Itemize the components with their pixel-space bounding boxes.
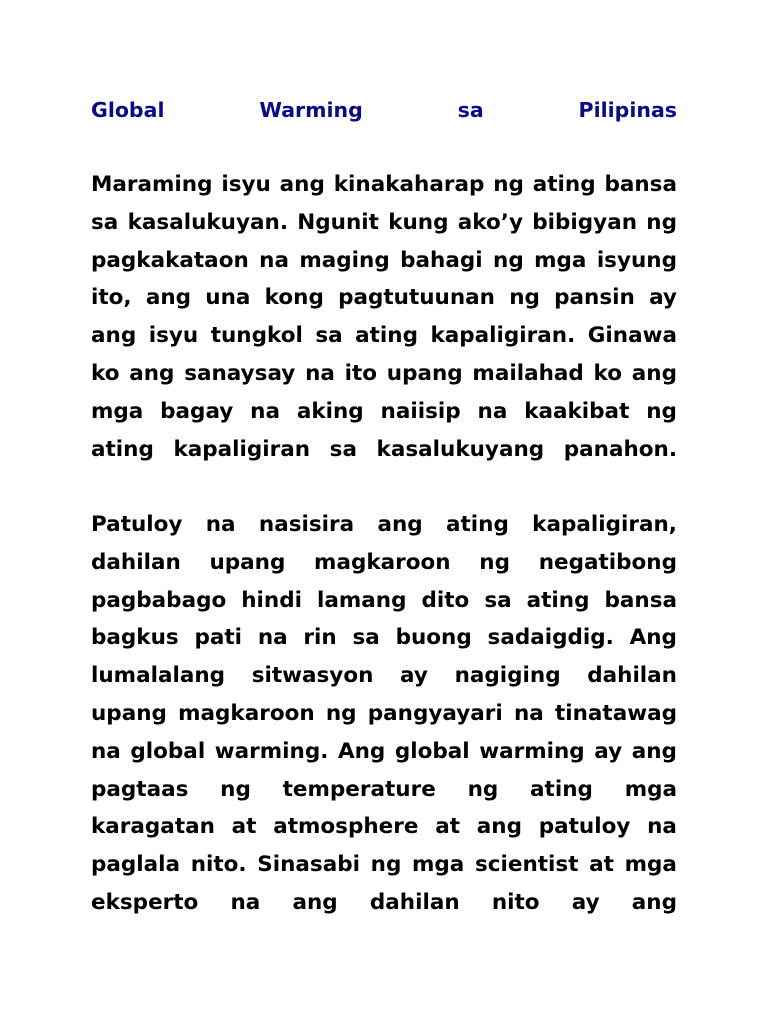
- title-word: Warming: [259, 98, 363, 122]
- text-line: na global warming. Ang global warming ay ang: [91, 738, 677, 764]
- text-line: ating kapaligiran sa kasalukuyang panahon.: [91, 436, 677, 462]
- text-line: ang isyu tungkol sa ating kapaligiran. Ginawa: [91, 323, 677, 349]
- text-line: karagatan at atmosphere at ang patuloy na: [91, 814, 677, 840]
- text-line: Maraming isyu ang kinakaharap ng ating bansa: [91, 172, 677, 197]
- text-line: dahilan upang magkaroon ng negatibong: [91, 549, 677, 575]
- text-line: bagkus pati na rin sa buong sadaigdig. Ang: [91, 625, 677, 651]
- text-line: pagbabago hindi lamang dito sa ating bansa: [91, 587, 677, 613]
- text-line: pagtaas ng temperature ng ating mga: [91, 776, 677, 802]
- text-line: pagkakataon na maging bahagi ng mga isyung: [91, 247, 677, 273]
- text-line: lumalalang sitwasyon ay nagiging dahilan: [91, 663, 677, 689]
- text-line: Patuloy na nasisira ang ating kapaligiran,: [91, 512, 677, 537]
- text-line: upang magkaroon ng pangyayari na tinatawag: [91, 701, 677, 726]
- text-line: paglala nito. Sinasabi ng mga scientist at mga: [91, 852, 677, 878]
- text-line: sa kasalukuyan. Ngunit kung ako’y bibigyan ng: [91, 209, 677, 235]
- title-word: Pilipinas: [578, 98, 677, 122]
- text-line: ito, ang una kong pagtutuunan ng pansin ay: [91, 285, 677, 311]
- title-word: sa: [457, 98, 484, 122]
- document-title: [91, 96, 677, 124]
- text-line: mga bagay na aking naiisip na kaakibat ng: [91, 398, 677, 424]
- title-word: Global: [91, 98, 165, 122]
- text-line: eksperto na ang dahilan nito ay ang: [91, 890, 677, 915]
- text-line: ko ang sanaysay na ito upang mailahad ko ang: [91, 361, 677, 386]
